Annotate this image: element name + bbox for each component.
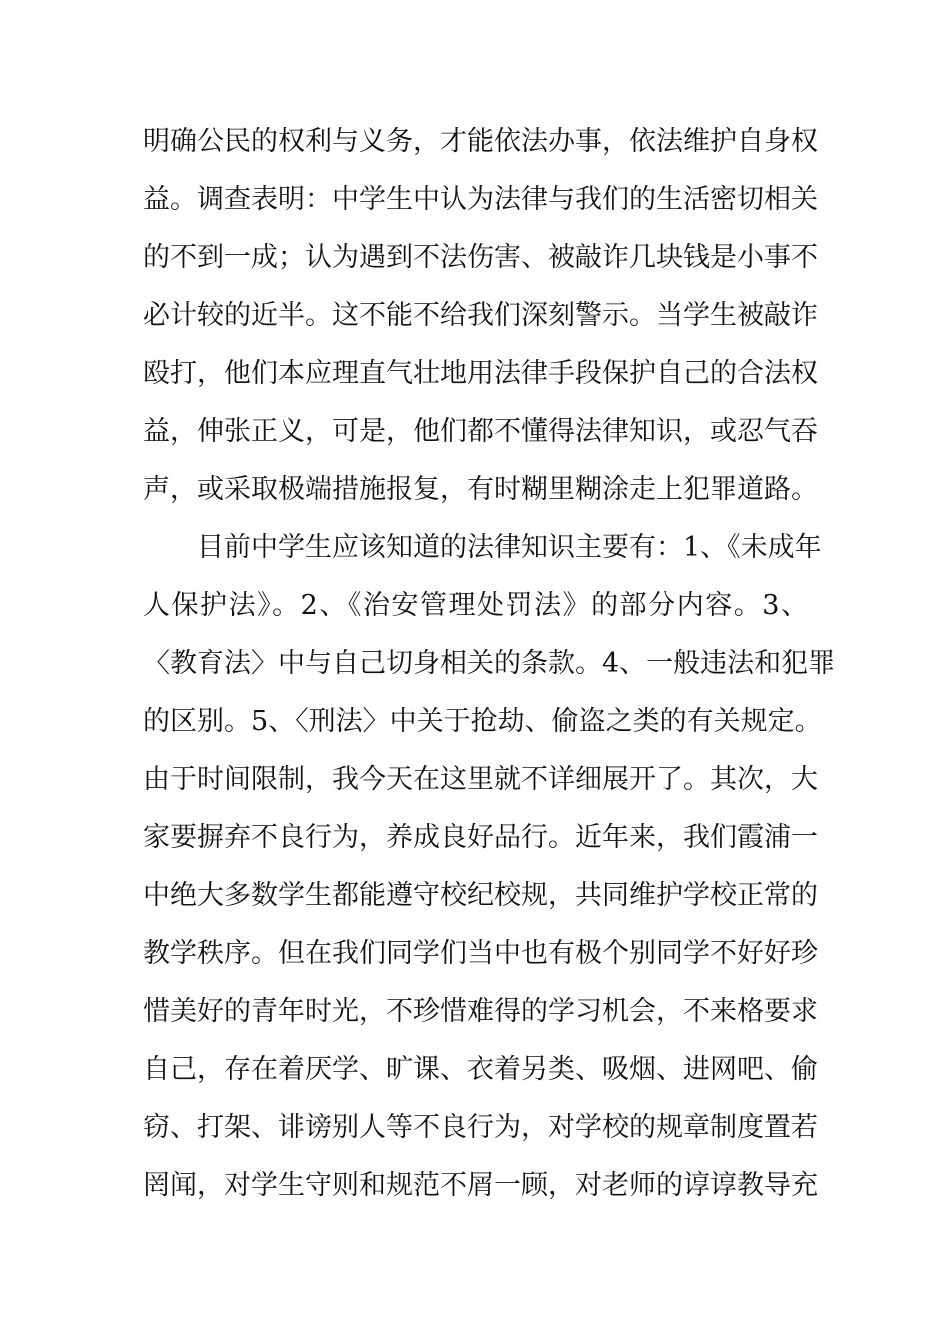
text-line: 〈教育法〉中与自己切身相关的条款。4、一般违法和犯罪 [143,648,836,679]
text-line: 中绝大多数学生都能遵守校纪校规，共同维护学校正常的 [143,880,818,911]
text-line: 声，或采取极端措施报复，有时糊里糊涂走上犯罪道路。 [143,474,818,505]
text-line: 自己，存在着厌学、旷课、衣着另类、吸烟、进网吧、偷 [143,1054,818,1085]
text-line: 益。调查表明：中学生中认为法律与我们的生活密切相关 [143,184,818,215]
text-line: 益，伸张正义，可是，他们都不懂得法律知识，或忍气吞 [143,416,818,447]
text-line: 必计较的近半。这不能不给我们深刻警示。当学生被敲诈 [143,300,818,331]
text-line: 惜美好的青年时光，不珍惜难得的学习机会，不来格要求 [143,996,818,1027]
text-line: 由于时间限制，我今天在这里就不详细展开了。其次，大 [143,764,818,795]
text-line: 家要摒弃不良行为，养成良好品行。近年来，我们霞浦一 [143,822,818,853]
text-line: 目前中学生应该知道的法律知识主要有：1、《未成年 [143,532,822,563]
text-line: 明确公民的权利与义务，才能依法办事，依法维护自身权 [143,126,818,157]
text-line: 教学秩序。但在我们同学们当中也有极个别同学不好好珍 [143,938,818,969]
text-line: 窃、打架、诽谤别人等不良行为，对学校的规章制度置若 [143,1112,818,1143]
text-line: 人保护法》。2、《治安管理处罚法》的部分内容。3、 [143,590,808,621]
text-line: 的不到一成；认为遇到不法伤害、被敲诈几块钱是小事不 [143,242,818,273]
text-line: 罔闻，对学生守则和规范不屑一顾，对老师的谆谆教导充 [143,1170,818,1201]
text-line: 殴打，他们本应理直气壮地用法律手段保护自己的合法权 [143,358,818,389]
text-line: 的区别。5、〈刑法〉中关于抢劫、偷盗之类的有关规定。 [143,706,822,737]
